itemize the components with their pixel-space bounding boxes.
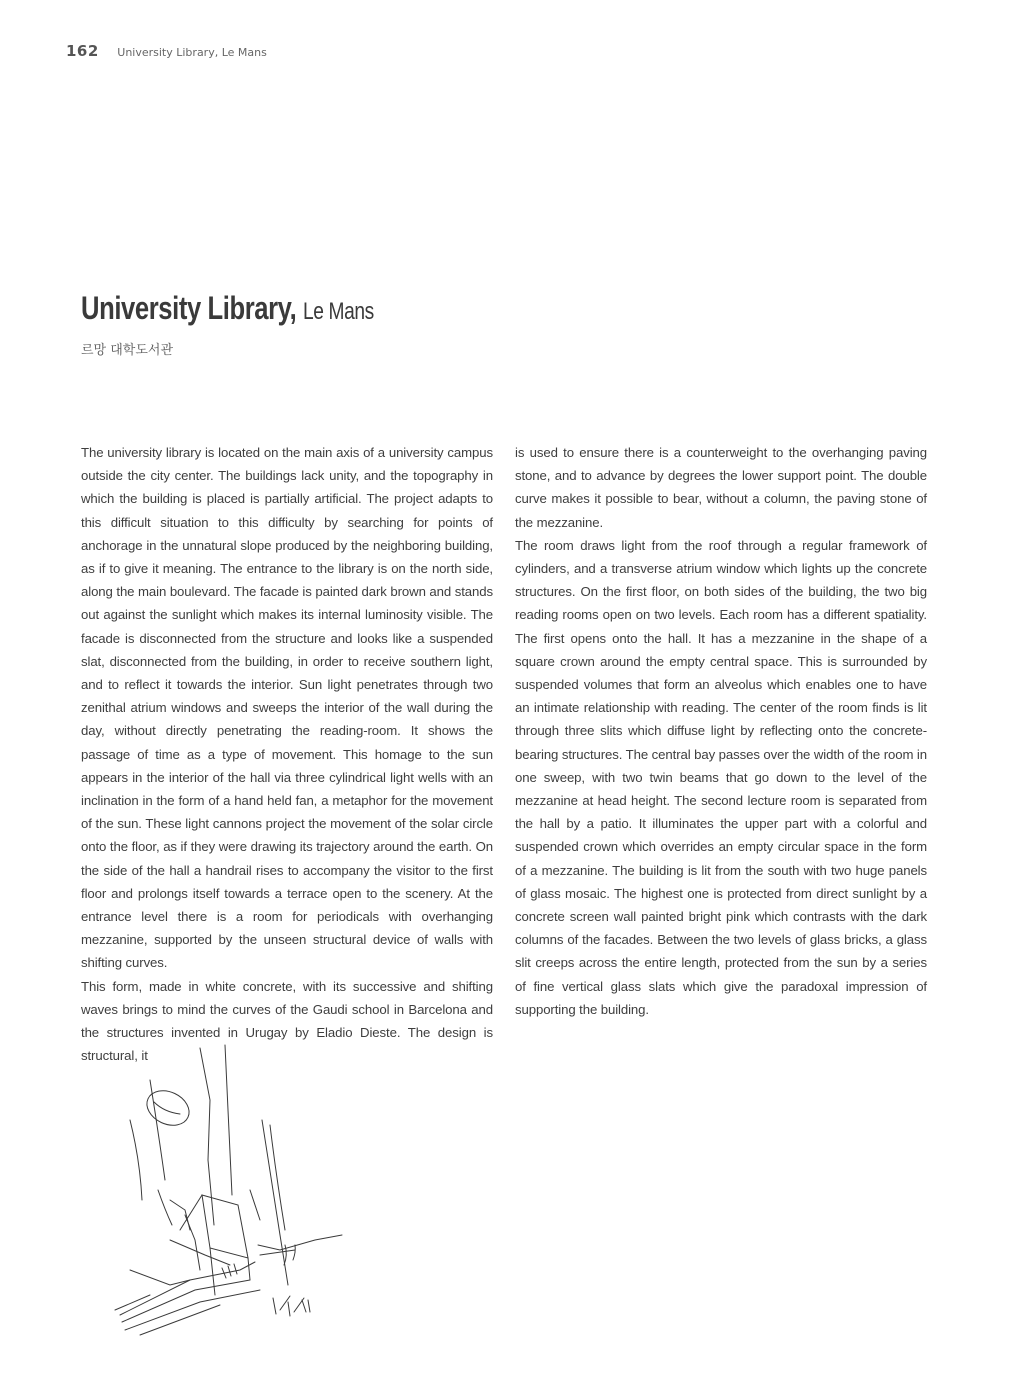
body-column-left (81, 441, 493, 1067)
sketch-signature (268, 1290, 318, 1330)
page-number: 162 (66, 42, 99, 60)
body-paragraph: is used to ensure there is a counterweight to the overhanging paving stone, and to advance by degrees the lower support point. The double curve makes it possible to bear, without a column, the paving stone of the mezzanine. (515, 445, 927, 530)
body-paragraph: This form, made in white concrete, with its successive and shifting waves brings to mind the curves of the Gaudi school in Barcelona and the structures invented in Urugay by Eladio Dieste. The design is structural, it (81, 978, 493, 1064)
page-title (81, 290, 374, 327)
architectural-sketch (110, 1040, 360, 1340)
title-korean: 르망 대학도서관 (81, 343, 174, 358)
title-subtitle: Le Mans (303, 298, 374, 325)
running-head (66, 42, 267, 61)
body-paragraph: The room draws light from the roof through a regular framework of cylinders, and a transverse atrium window which lights up the concrete structures. On the first floor, on both sides of the building, the two big reading rooms open on two levels. Each room has a different spatiality. The first opens onto the hall. It has a mezzanine in the shape of a square crown around the empty central space. This is surrounded by suspended volumes that form an alveolus which enables one to have an intimate relationship with reading. The center of the room finds is lit through three slits which diffuse light by reflecting onto the concrete-bearing structures. The central bay passes over the width of the room in one sweep, with two twin beams that go down to the level of the mezzanine at head height. The second lecture room is separated from the hall by a patio. It illuminates the upper part with a colorful and suspended crown which overrides an empty circular space in the form of a mezzanine. The building is lit from the south with two huge panels of glass mosaic. The highest one is protected from direct sunlight by a concrete screen wall painted bright pink which contrasts with the dark columns of the facades. Between the two levels of glass bricks, a glass slit creeps across the entire length, protected from the sun by a series of fine vertical glass slats which give the paradoxal impression of supporting the building. (515, 537, 927, 1017)
running-title: University Library, Le Mans (117, 46, 267, 59)
title-main-text: University Library, (81, 290, 297, 326)
body-column-right (515, 441, 927, 1021)
body-paragraph: The university library is located on the main axis of a university campus outside the city center. The buildings lack unity, and the topography in which the building is placed is partially artificial. The project adapts to this difficult situation to this difficulty by searching for points of anchorage in the unnatural slope produced by the neighboring building, as if to give it meaning. The entrance to the library is on the north side, along the main boulevard. The facade is painted dark brown and stands out against the sunlight which makes its internal luminosity visible. The facade is disconnected from the structure and looks like a suspended slat, disconnected from the building, in order to receive southern light, and to reflect it towards the interior. Sun light penetrates through two zenithal atrium windows and sweeps the interior of the wall during the day, without directly penetrating the reading-room. It shows the passage of time as a type of movement. This homage to the sun appears in the interior of the hall via three cylindrical light wells with an inclination in the form of a hand held fan, a metaphor for the movement of the sun. These light cannons project the movement of the solar circle onto the floor, as if they were drawing its trajectory around the earth. On the side of the hall a handrail rises to accompany the visitor to the first floor and prolongs itself towards a terrace open to the scenery. At the entrance level there is a room for periodicals with overhanging mezzanine, supported by the unseen structural device of walls with shifting curves. (81, 445, 493, 971)
title-block (81, 290, 447, 358)
